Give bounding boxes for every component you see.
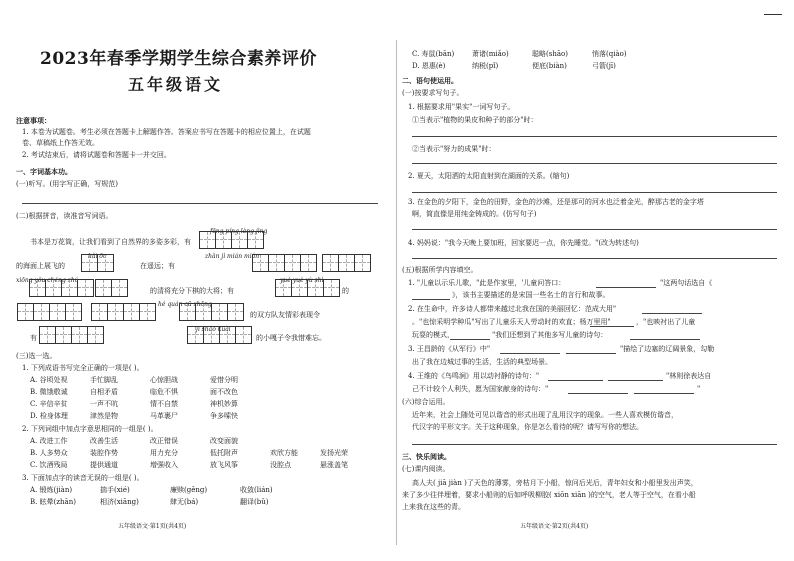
option-text: B. 眩晕(zhān)	[30, 498, 76, 506]
fill-1-end: 》，该书主要描述的是宋国一些名士的言行和故事。	[452, 291, 610, 299]
notice-item-1: 1. 本卷为试题卷。考生必须在答题卡上解题作答。答案应书写在答题卡的相应位置上，在试题	[22, 128, 311, 136]
notice-heading: 注意事项：	[16, 116, 51, 125]
pinyin-hint: yuè yuè yù shì	[280, 277, 324, 284]
option-text: 争多嗦快	[210, 412, 238, 420]
option-text: D. 恩惠(è)	[412, 62, 446, 70]
question-2: 2. 夏天，太阳洒的太阳直射到在湖面的关系。(缩句)	[408, 172, 570, 180]
option-text: 用力充分	[150, 449, 178, 457]
option-text: 改变面貌	[210, 437, 238, 445]
page-footer: 五年级语文·第1页(共4页)	[118, 523, 187, 530]
question-3-cont: 啊，简直像是用纯金铸成的。(仿写句子)	[412, 210, 537, 218]
blank-line[interactable]	[630, 339, 700, 340]
pinyin-answer-grid[interactable]	[253, 254, 317, 272]
pinyin-answer-grid[interactable]	[276, 279, 340, 297]
pinyin-hint: xiōng yǒu chéng zhú	[16, 277, 79, 284]
option-text: A. 锻炼(jiàn)	[30, 486, 73, 494]
option-text: 没腔点	[270, 461, 291, 469]
option-text: 心惊胆战	[150, 376, 178, 384]
fill-3-mid: "描绘了边塞的辽阔景象，勾勒	[620, 345, 715, 353]
pinyin-hint: zhǎn jì mián mián	[205, 253, 260, 260]
question-1b: ②当表示"努力的成果"时：	[412, 145, 496, 153]
question-1a: ①当表示"植物的果皮和种子的部分"时：	[412, 116, 538, 124]
option-text: 临危不惧	[150, 388, 178, 396]
option-text: 装腔作势	[90, 449, 118, 457]
fill-1: 1. "儿童以示乐儿歌，"此是作家里，'儿童问答口：	[408, 279, 566, 287]
part-heading: (七)课内阅读。	[402, 465, 450, 473]
section-3-heading: 三、快乐阅读。	[402, 452, 451, 461]
option-text: 肆无(bá)	[170, 498, 199, 506]
fill-2-cont: 。"也惊采明学种瓜"写出了儿童乐天人劳动时的欢直；杨万里用"	[412, 318, 611, 326]
answer-line	[412, 444, 777, 445]
question-4: 4. 妈妈说："我今天晚上要加班，回家要迟一点，你先睡觉。"(改为转述句)	[408, 239, 639, 247]
option-text: 情不自禁	[150, 400, 178, 408]
option-text: 津然是物	[90, 412, 118, 420]
pinyin-answer-grid[interactable]	[92, 303, 156, 321]
pinyin-hint: hé quán cū zhōng	[158, 301, 212, 308]
pinyin-answer-grid[interactable]	[200, 231, 264, 249]
page-footer: 五年级语文·第2页(共4页)	[520, 523, 589, 530]
option-text: 提供通道	[90, 461, 118, 469]
corner-mark	[764, 14, 782, 15]
blank-line[interactable]	[590, 326, 634, 327]
option-text: 低托附声	[210, 449, 238, 457]
question-1: 1. 根据要求用"果实"一词写句子。	[408, 103, 515, 111]
reading-line-2: 来了多少往伴埋着，要求小船则的后如呼吸柳胶( xiōn xiān )的空气，老人等于空气，在看小船	[402, 491, 696, 499]
option-text: 放飞风筝	[210, 461, 238, 469]
option-text: 聪略(shāo)	[532, 50, 568, 58]
comprehensive-question: 近年来，社会上随处可见以谐音的形式出现了乱用汉字的现象。一些人喜欢模仿谐音，	[412, 411, 678, 419]
pinyin-answer-grid[interactable]	[188, 326, 252, 344]
option-text: C. 寿鼠(bān)	[412, 50, 455, 58]
option-text: 面不改色	[210, 388, 238, 396]
option-text: B. 人多势众	[30, 449, 68, 457]
pinyin-hint: jī shǎo kuài	[196, 326, 231, 333]
option-text: C. 辛信辛贫	[30, 400, 68, 408]
option-text: 萧诸(miǎo)	[472, 50, 509, 58]
option-text: 改正错误	[150, 437, 178, 445]
fill-4-end: "	[697, 385, 701, 393]
part-heading: (五)根据所学内容填空。	[402, 266, 478, 274]
passage-line-4: 的双方队友情彩表现令	[250, 311, 320, 319]
blank-line[interactable]	[450, 339, 490, 340]
question-3: 3. 下面加点字的读音无误的一组是( )。	[22, 474, 144, 482]
reading-line-3: 上来我在这些的青。	[402, 503, 465, 511]
option-text: 欢欣方能	[270, 449, 298, 457]
option-text: 增强收入	[150, 461, 178, 469]
pinyin-answer-grid[interactable]	[40, 326, 104, 344]
passage-line-1: 书本是万花筒，让我们看到了自然界的多姿多彩，有	[30, 238, 191, 246]
question-2: 2. 下列词组中加点字意思相同的一组是( )。	[22, 425, 158, 433]
fill-2-cont4: "我们还想到了其他多写儿童的诗句：	[492, 331, 608, 339]
passage-line-2-mid: 在遥远；有	[140, 262, 175, 270]
option-text: C. 饮酒残局	[30, 461, 68, 469]
option-text: 收敛(lián)	[240, 486, 273, 494]
question-3: 3. 在金色的夕阳下，金色的田野，金色的沙滩，还是那可的河水也泛着金光，醉那古老的金字塔	[408, 198, 704, 206]
option-text: D. 检身体理	[30, 412, 68, 420]
fill-2-cont3: 玩耍的模式，	[412, 331, 454, 339]
passage-word: 的	[342, 287, 349, 295]
option-text: 弓箭(jī)	[592, 62, 616, 70]
part-1-dictation: (一)听写。(用字写正确，写规范)	[16, 180, 118, 188]
passage-line-2: 的海面上展飞的	[16, 262, 65, 270]
blank-line[interactable]	[568, 393, 628, 394]
option-text: 便底(biàn)	[532, 62, 567, 70]
pinyin-answer-grid[interactable]	[82, 254, 114, 272]
blank-line[interactable]	[412, 299, 450, 300]
blank-line[interactable]	[596, 287, 656, 288]
option-text: 改善生活	[90, 437, 118, 445]
pinyin-answer-grid[interactable]	[180, 303, 244, 321]
part-2-heading: (二)根据拼音，读准音写词语。	[16, 212, 113, 220]
option-text: 发扬光荣	[320, 449, 348, 457]
option-text: 马革裹尸	[150, 412, 178, 420]
passage-line-3: 的清将充分下棋的大将；有	[150, 287, 234, 295]
answer-line	[412, 258, 777, 259]
blank-line[interactable]	[548, 380, 603, 381]
part-3-heading: (三)选一选。	[16, 352, 57, 360]
part-heading: (一)按要求写句子。	[402, 89, 464, 97]
blank-line[interactable]	[500, 353, 560, 354]
answer-line	[412, 229, 777, 230]
option-text: B. 微饿敬诚	[30, 388, 68, 396]
option-text: 一声不吭	[90, 400, 118, 408]
option-text: 手忙脚乱	[90, 376, 118, 384]
option-text: 自相矛盾	[90, 388, 118, 396]
fill-3-cont: 出了我在边城过事的生活，生活的典型场景。	[412, 358, 552, 366]
option-text: 廉赎(gěng)	[170, 486, 208, 494]
section-2-heading: 二、语句使运用。	[402, 76, 458, 85]
exam-title: 2023年春季学期学生综合素养评价	[40, 49, 317, 69]
fill-2-cont2: ，"也映衬出了儿童	[636, 318, 696, 326]
pinyin-answer-grid[interactable]	[18, 303, 82, 321]
pinyin-answer-grid[interactable]	[30, 279, 94, 297]
passage-line-5-start: 有	[30, 334, 37, 342]
pinyin-hint: hǎi ōu	[88, 253, 107, 260]
blank-line[interactable]	[608, 380, 663, 381]
fill-4: 4. 王维的《鸟鸣涧》用以动衬静的诗句："	[408, 372, 540, 380]
part-heading: (六)综合运用。	[402, 398, 450, 406]
fill-4-mid: "林则徐表达自	[666, 372, 712, 380]
option-text: 爱惜分明	[210, 376, 238, 384]
fill-2: 2. 在生命中，许多诗人都带来越过北我在国的美丽回忆：范成大用"	[408, 305, 617, 313]
blank-line[interactable]	[634, 393, 694, 394]
pinyin-answer-grid[interactable]	[96, 279, 128, 297]
section-1-heading: 一、字词基本功。	[16, 167, 72, 176]
comprehensive-question-cont: 代汉字的平形文字。关于这种现象，你是怎么看待的呢？请写写你的想法。	[412, 423, 643, 431]
blank-line[interactable]	[642, 313, 702, 314]
option-text: 神机妙算	[210, 400, 238, 408]
fill-4-cont: 己不计较个人利失，愿为国家献身的诗句："	[412, 385, 549, 393]
pinyin-hint: fēng píng làng jìng	[210, 228, 268, 235]
answer-line	[412, 192, 777, 193]
option-text: A. 谷顷处视	[30, 376, 68, 384]
option-text: 悬涨盖笔	[320, 461, 348, 469]
notice-item-2: 2. 考试结束后，请将试题卷和答题卡一并交回。	[22, 151, 171, 159]
option-text: 悄落(qiào)	[592, 50, 627, 58]
notice-item-1-cont: 卷、草稿纸上作答无效。	[22, 139, 99, 147]
answer-line	[412, 163, 777, 164]
fill-1-mid: "这两句话选自《	[660, 279, 713, 287]
blank-line[interactable]	[566, 353, 616, 354]
answer-line	[412, 136, 777, 137]
passage-line-5: 的小嘎子令我惜难忘。	[256, 334, 326, 342]
question-1: 1. 下列成语书写完全正确的一项是( )。	[22, 364, 144, 372]
exam-subtitle: 五年级语文	[128, 75, 224, 94]
option-text: 揣手(xié)	[100, 486, 130, 494]
reading-line-1: 高人夫( jiā jiàn )了天色的薄雾，旁枯月下小船，惊问后光后，青年妇女和小船里发出声笑，	[412, 479, 698, 487]
page-fold	[396, 40, 397, 545]
pinyin-answer-grid[interactable]	[323, 254, 371, 272]
option-text: 相济(xiāng)	[100, 498, 139, 506]
option-text: A. 改进工作	[30, 437, 68, 445]
option-text: 翻译(bǔ)	[240, 498, 269, 506]
fill-3: 3. 王昌龄的《从军行》中"	[408, 345, 491, 353]
answer-line	[22, 203, 378, 204]
option-text: 纳税(pǐ)	[472, 62, 499, 70]
